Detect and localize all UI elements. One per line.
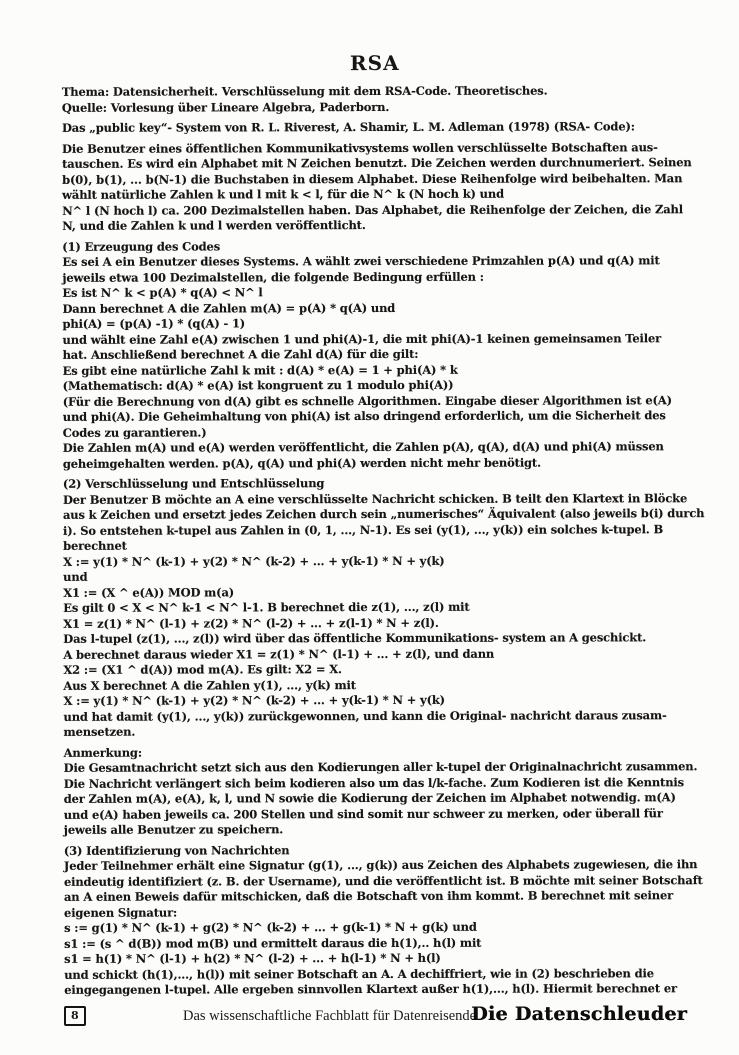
- text-line: und wählt eine Zahl e(A) zwischen 1 und phi(A)-1, die mit phi(A)-1 keinen gemeinsamen Teiler: [62, 330, 662, 347]
- text-line: s := g(1) * N^ (k-1) + g(2) * N^ (k-2) + ... + g(k-1) * N + g(k) und: [64, 919, 477, 935]
- text-line: Die Zahlen m(A) und e(A) werden veröffentlicht, die Zahlen p(A), q(A), d(A) und phi(A) müssen: [62, 439, 664, 455]
- text-line: jeweils alle Benutzer zu speichern.: [63, 822, 284, 837]
- text-line: A berechnet daraus wieder X1 = z(1) * N^ (l-1) + ... + z(l), und dann: [63, 646, 495, 662]
- page-title: RSA: [349, 50, 400, 76]
- page-number-badge: 8: [64, 1006, 86, 1026]
- text-line: eingegangenen l-tupel. Alle ergeben sinnvollen Klartext außer h(1),..., h(l). Hiermit berechnet er: [64, 981, 677, 997]
- text-line: Thema: Datensicherheit. Verschlüsselung mit dem RSA-Code. Theoretisches.: [61, 83, 548, 99]
- text-line: X2 := (X1 ^ d(A)) mod m(A). Es gilt: X2 = X.: [63, 662, 342, 677]
- text-line: N, und die Zahlen k und l werden veröffentlicht.: [62, 218, 366, 233]
- text-line: (Für die Berechnung von d(A) gibt es schnelle Algorithmen. Eingabe dieser Algorithmen ist e(A): [62, 392, 672, 409]
- text-line: und hat damit (y(1), ..., y(k)) zurückgewonnen, und kann die Original- nachricht daraus zusam-: [63, 707, 667, 724]
- text-line: Anmerkung:: [63, 745, 142, 760]
- text-line: aus k Zeichen und ersetzt jedes Zeichen durch sein „numerisches“ Äquivalent (also jeweils b(i) durch: [62, 506, 705, 522]
- section-message-identification: [63, 842, 703, 999]
- text-line: wählt natürliche Zahlen k und l mit k < l, für die N^ k (N hoch k) und: [62, 186, 504, 202]
- text-line: (1) Erzeugung des Codes: [62, 238, 221, 254]
- text-line: Jeder Teilnehmer erhält eine Signatur (g(1), ..., g(k)) aus Zeichen des Alphabets zugewiesen, die ihn: [63, 857, 698, 873]
- text-line: Die Benutzer eines öffentlichen Kommunikativsystems wollen verschlüsselte Botschaften aus-: [61, 139, 658, 156]
- text-line: hat. Anschließend berechnet A die Zahl d(A) für die gilt:: [62, 346, 419, 362]
- attribution-block: [62, 119, 688, 136]
- text-line: Es sei A ein Benutzer dieses Systems. A wählt zwei verschiedene Primzahlen p(A) und q(A) mit: [62, 253, 660, 269]
- text-line: (2) Verschlüsselung und Entschlüsselung: [62, 476, 325, 491]
- text-line: X1 = z(1) * N^ (l-1) + z(2) * N^ (l-2) + ... + z(l-1) * N + z(l).: [63, 615, 439, 631]
- section-code-generation: [62, 238, 689, 472]
- text-line: Die Nachricht verlängert sich beim kodieren also um das l/k-fache. Zum Kodieren ist die Kenntnis: [63, 774, 684, 791]
- header-block: [62, 83, 688, 116]
- text-line: jeweils etwa 100 Dezimalstellen, die folgende Bedingung erfüllen :: [62, 269, 484, 285]
- text-line: N^ l (N hoch l) ca. 200 Dezimalstellen haben. Das Alphabet, die Reihenfolge der Zeichen, die Zahl: [62, 201, 683, 218]
- text-line: der Zahlen m(A), e(A), k, l, und N sowie die Kodierung der Zeichen im Alphabet notwendig. m(A): [63, 790, 676, 806]
- text-line: und e(A) haben jeweils ca. 200 Stellen und sind somit nur schweer zu merken, oder überall für: [63, 805, 663, 822]
- text-line: tauschen. Es wird ein Alphabet mit N Zeichen benutzt. Die Zeichen werden durchnumeriert. Seinen: [62, 155, 692, 171]
- text-line: mensetzen.: [63, 724, 136, 739]
- section-encryption-decryption: [62, 475, 705, 740]
- text-line: X := y(1) * N^ (k-1) + y(2) * N^ (k-2) + ... + y(k-1) * N + y(k): [63, 553, 445, 569]
- footer-tagline: Das wissenschaftliche Fachblatt für Datenreisende: [183, 1008, 477, 1024]
- text-line: s1 := (s ^ d(B)) mod m(B) und ermittelt daraus die h(1),.. h(l) mit: [64, 935, 482, 951]
- text-line: geheimgehalten werden. p(A), q(A) und phi(A) werden nicht mehr benötigt.: [62, 455, 541, 471]
- text-line: Das l-tupel (z(1), ..., z(l)) wird über das öffentliche Kommunikations- system an A geschickt.: [63, 630, 647, 646]
- text-line: i). So entstehen k-tupel aus Zahlen in (0, 1, ..., N-1). Es sei (y(1), ..., y(k)) ein solches k-tupel. B: [62, 521, 664, 538]
- text-line: und schickt (h(1),..., h(l)) mit seiner Botschaft an A. A dechiffriert, wie in (2) beschrieben die: [64, 965, 654, 982]
- text-line: an A einen Beweis dafür mitschicken, daß die Botschaft von ihm kommt. B berechnet mit seiner: [63, 888, 674, 904]
- text-line: phi(A) = (p(A) -1) * (q(A) - 1): [62, 316, 246, 331]
- text-line: eigenen Signatur:: [63, 905, 178, 920]
- magazine-logo: Die Datenschleuder: [471, 1003, 687, 1025]
- text-line: Der Benutzer B möchte an A eine verschlüsselte Nachricht schicken. B teilt den Klartext in Blöcke: [62, 490, 688, 507]
- page-footer: [0, 1002, 739, 1038]
- text-line: Das „public key“- System von R. L. Riverest, A. Shamir, L. M. Adleman (1978) (RSA- Code):: [61, 119, 635, 135]
- text-line: X := y(1) * N^ (k-1) + y(2) * N^ (k-2) + ... + y(k-1) * N + y(k): [63, 692, 445, 708]
- text-line: Codes zu garantieren.): [62, 424, 207, 440]
- text-line: berechnet: [63, 538, 127, 553]
- intro-paragraph: [61, 139, 692, 235]
- text-line: Aus X berechnet A die Zahlen y(1), ..., y(k) mit: [63, 677, 356, 693]
- text-line: X1 := (X ^ e(A)) MOD m(a): [63, 584, 235, 600]
- document-content: [61, 49, 705, 998]
- text-line: Die Gesamtnachricht setzt sich aus den Kodierungen aller k-tupel der Originalnachricht zusammen.: [63, 759, 698, 775]
- text-line: b(0), b(1), ... b(N-1) die Buchstaben in diesem Alphabet. Diese Reihenfolge wird beibehalten. Man: [62, 170, 683, 187]
- text-line: (Mathematisch: d(A) * e(A) ist kongruent zu 1 modulo phi(A)): [62, 377, 454, 393]
- text-line: und phi(A). Die Geheimhaltung von phi(A) ist also dringend erforderlich, um die Sicherheit des: [62, 408, 666, 424]
- text-line: Es ist N^ k < p(A) * q(A) < N^ l: [62, 285, 263, 300]
- text-line: und: [63, 569, 88, 584]
- text-line: (3) Identifizierung von Nachrichten: [63, 842, 290, 858]
- text-line: eindeutig identifiziert (z. B. der Username), und die veröffentlicht ist. B möchte mit seiner Botschaft: [63, 872, 703, 889]
- text-line: Dann berechnet A die Zahlen m(A) = p(A) * q(A) und: [62, 300, 396, 316]
- remark-paragraph: [63, 744, 698, 839]
- text-line: Quelle: Vorlesung über Lineare Algebra, Paderborn.: [61, 99, 390, 115]
- text-line: s1 = h(1) * N^ (l-1) + h(2) * N^ (l-2) + ... + h(l-1) * N + h(l): [64, 950, 441, 966]
- text-line: Es gilt 0 < X < N^ k-1 < N^ l-1. B berechnet die z(1), ..., z(l) mit: [63, 599, 470, 615]
- text-line: Es gibt eine natürliche Zahl k mit : d(A) * e(A) = 1 + phi(A) * k: [62, 362, 458, 378]
